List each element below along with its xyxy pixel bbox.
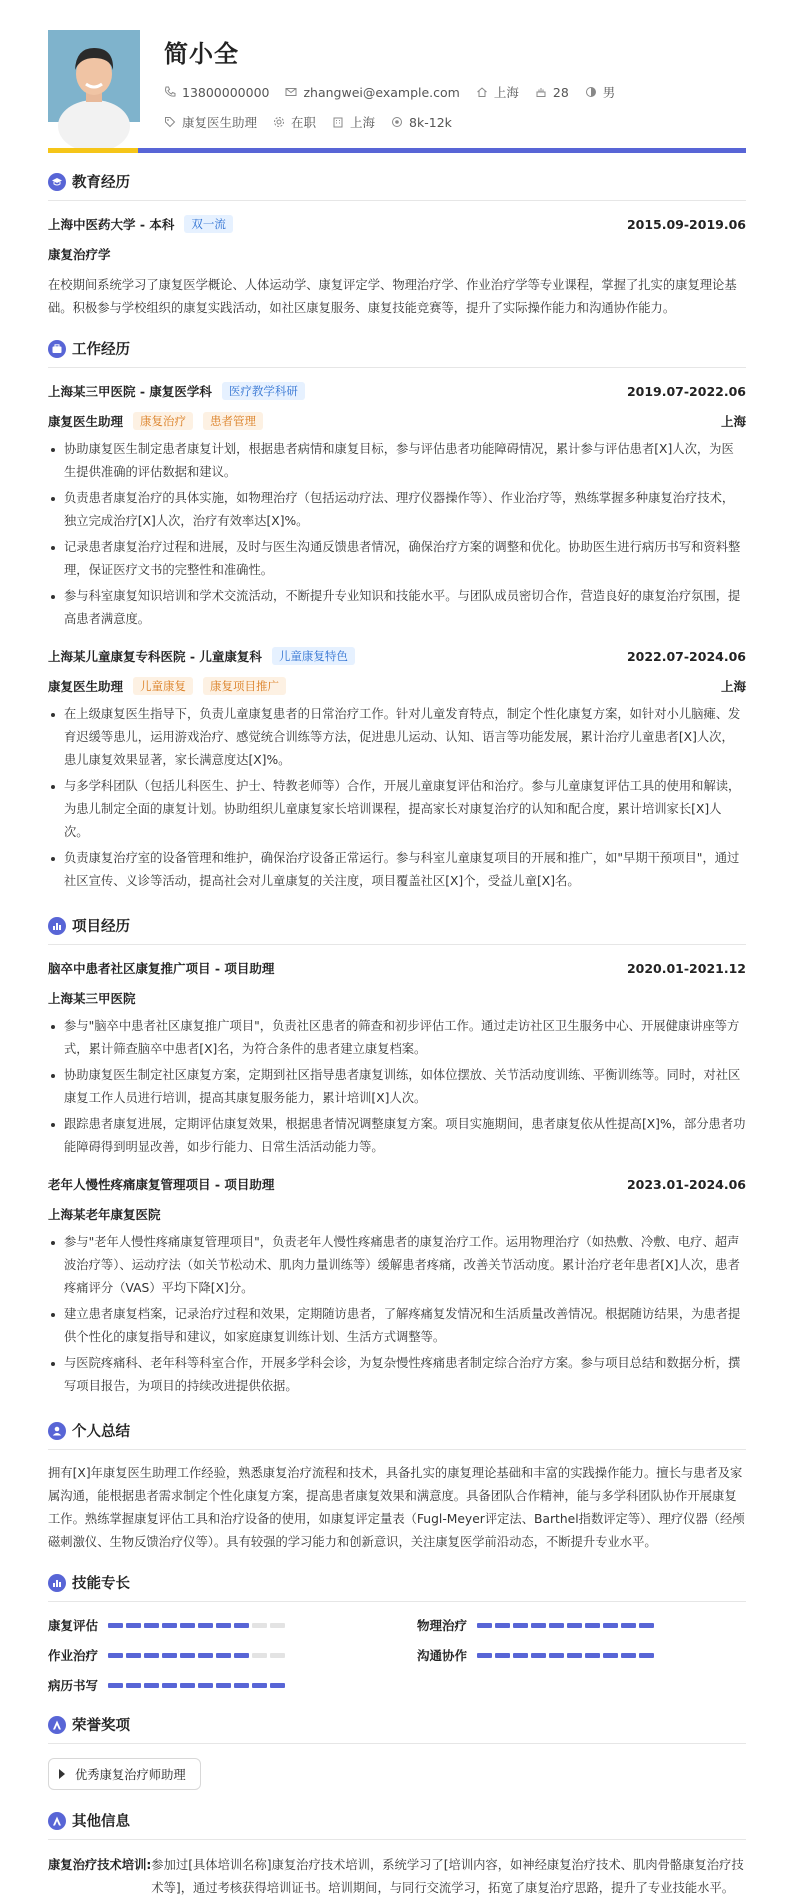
gender-text: 男: [602, 85, 616, 100]
skill-level-bar: [108, 1623, 288, 1628]
project-bullet: 跟踪患者康复进展，定期评估康复效果，根据患者情况调整康复方案。项目实施期间，患者康复依从性提高[X]%，部分患者功能障碍得到明显改善，如步行能力、日常生活活动能力等。: [48, 1113, 746, 1159]
age-item: [535, 85, 569, 100]
education-heading: 教育经历: [72, 175, 130, 191]
skill-level-segment-filled: [198, 1623, 213, 1628]
skill-level-segment-filled: [180, 1683, 195, 1688]
skill-level-segment-filled: [180, 1653, 195, 1658]
skill-level-segment-filled: [477, 1653, 492, 1658]
work-skill-tag: 康复治疗: [133, 412, 193, 430]
age-text: 28: [552, 84, 569, 100]
resume-header: [48, 30, 746, 148]
info-icon: [48, 1812, 66, 1830]
work-bullet: 负责康复治疗室的设备管理和维护，确保治疗设备正常运行。参与科室儿童康复项目的开展和推广，如"早期干预项目"，通过社区宣传、义诊等活动，提高社会对儿童康复的关注度，项目覆盖社区[X]个，受益儿童[X]名。: [48, 847, 746, 893]
work-bullet: 协助康复医生制定患者康复计划，根据患者病情和康复目标，参与评估患者功能障碍情况，累计参与评估患者[X]人次，为医生提供准确的评估数据和建议。: [48, 438, 746, 484]
status-item: [273, 113, 316, 131]
awards-section-title: [48, 1714, 746, 1744]
skill-level-segment-filled: [126, 1623, 141, 1628]
user-icon: [48, 1422, 66, 1440]
summary-section-title: [48, 1420, 746, 1450]
city-item: [476, 83, 519, 101]
award-icon: [48, 1716, 66, 1734]
skill-level-segment-filled: [198, 1653, 213, 1658]
skill-level-segment-filled: [495, 1653, 510, 1658]
bar-chart-icon: [48, 1574, 66, 1592]
skill-level-segment-filled: [567, 1653, 582, 1658]
work-role: 康复医生助理: [48, 414, 124, 429]
skill-level-segment-filled: [126, 1653, 141, 1658]
skill-level-segment-filled: [477, 1623, 492, 1628]
skill-name: 病历书写: [48, 1678, 99, 1693]
skill-level-segment-filled: [603, 1653, 618, 1658]
cake-icon: [535, 86, 547, 98]
skill-level-segment-filled: [639, 1653, 654, 1658]
skills-heading: 技能专长: [72, 1576, 130, 1592]
project-org: 上海某老年康复医院: [48, 1207, 161, 1222]
skill-level-segment-filled: [162, 1683, 177, 1688]
skill-name: 沟通协作: [417, 1648, 468, 1663]
tag-icon: [164, 116, 176, 128]
work-org: 上海某儿童康复专科医院 - 儿童康复科: [48, 649, 262, 664]
skill-level-segment-filled: [108, 1683, 123, 1688]
skill-level-bar: [108, 1653, 288, 1658]
other-item: [48, 1854, 746, 1900]
work-role: 康复医生助理: [48, 679, 124, 694]
skill-name: 康复评估: [48, 1618, 99, 1633]
skill-level-bar: [108, 1683, 288, 1688]
skill-level-segment-empty: [252, 1653, 267, 1658]
skill-level-segment-filled: [234, 1623, 249, 1628]
bar-chart-icon: [48, 917, 66, 935]
position-text: 康复医生助理: [182, 115, 258, 130]
project-bullets: [48, 1231, 746, 1398]
education-section-title: [48, 171, 746, 201]
phone-icon: [164, 86, 176, 98]
work-date: 2022.07-2024.06: [626, 648, 746, 664]
skill-level-segment-filled: [216, 1653, 231, 1658]
skill-name: 物理治疗: [417, 1618, 468, 1633]
skill-level-segment-filled: [639, 1623, 654, 1628]
awards-heading: 荣誉奖项: [72, 1718, 130, 1734]
work-heading: 工作经历: [72, 342, 130, 358]
skill-item: [48, 1616, 377, 1634]
skill-level-segment-filled: [180, 1623, 195, 1628]
skill-level-segment-empty: [270, 1653, 285, 1658]
salary-item: [391, 115, 452, 130]
skill-level-segment-filled: [567, 1623, 582, 1628]
work-skill-tag: 儿童康复: [133, 677, 193, 695]
award-name: 优秀康复治疗师助理: [75, 1768, 186, 1782]
skill-level-segment-filled: [603, 1623, 618, 1628]
work-bullet: 与多学科团队（包括儿科医生、护士、特教老师等）合作，开展儿童康复评估和治疗。参与儿童康复评估工具的使用和解读，为患儿制定全面的康复计划。协助组织儿童康复家长培训课程，提高家长对康复治疗的认知和配合度，累计培训家长[X]人次。: [48, 775, 746, 844]
phone-item: [164, 85, 269, 100]
skill-level-segment-filled: [252, 1683, 267, 1688]
skill-level-segment-filled: [144, 1653, 159, 1658]
summary-heading: 个人总结: [72, 1424, 130, 1440]
divider-accent-blue: [138, 148, 746, 153]
work-skill-tag: 康复项目推广: [203, 677, 286, 695]
skill-level-segment-filled: [531, 1623, 546, 1628]
project-name: 脑卒中患者社区康复推广项目 - 项目助理: [48, 961, 275, 976]
project-bullet: 协助康复医生制定社区康复方案，定期到社区指导患者康复训练，如体位摆放、关节活动度训练、平衡训练等。同时，对社区康复工作人员进行培训，提高其康复服务能力，累计培训[X]人次。: [48, 1064, 746, 1110]
education-entry: [48, 215, 746, 320]
work-bullets: [48, 703, 746, 893]
work-date: 2019.07-2022.06: [626, 383, 746, 399]
project-bullets: [48, 1015, 746, 1159]
skill-item: [417, 1616, 746, 1634]
work-section-title: [48, 338, 746, 368]
skill-item: [48, 1676, 377, 1694]
skill-level-segment-filled: [216, 1623, 231, 1628]
graduation-cap-icon: [48, 173, 66, 191]
gender-icon: [585, 86, 597, 98]
gear-icon: [273, 116, 285, 128]
project-entry: [48, 1175, 746, 1398]
project-org: 上海某三甲医院: [48, 991, 136, 1006]
project-section-title: [48, 915, 746, 945]
skill-level-segment-filled: [531, 1653, 546, 1658]
project-entry: [48, 959, 746, 1159]
phone-text: 13800000000: [182, 84, 270, 100]
work-bullets: [48, 438, 746, 631]
skill-name: 作业治疗: [48, 1648, 99, 1663]
work-bullet: 参与科室康复知识培训和学术交流活动，不断提升专业知识和技能水平。与团队成员密切合作，营造良好的康复治疗氛围，提高患者满意度。: [48, 585, 746, 631]
work-skill-tag: 患者管理: [203, 412, 263, 430]
position-item: [164, 113, 257, 131]
divider-accent-yellow: [48, 148, 138, 153]
skill-level-segment-filled: [108, 1623, 123, 1628]
award-badge: [48, 1758, 201, 1790]
city-text: 上海: [493, 85, 519, 100]
education-description: 在校期间系统学习了康复医学概论、人体运动学、康复评定学、物理治疗学、作业治疗学等专业课程，掌握了扎实的康复理论基础。积极参与学校组织的康复实践活动，如社区康复服务、康复技能竞赛等，提升了实际操作能力和沟通协作能力。: [48, 278, 737, 315]
avatar: [48, 30, 140, 122]
skill-level-segment-filled: [513, 1653, 528, 1658]
skill-level-segment-filled: [162, 1623, 177, 1628]
skill-level-segment-filled: [585, 1653, 600, 1658]
target-city-item: [332, 113, 375, 131]
skill-level-segment-filled: [234, 1683, 249, 1688]
skill-level-segment-filled: [234, 1653, 249, 1658]
home-icon: [476, 86, 488, 98]
gender-item: [585, 83, 616, 101]
email-text: zhangwei@example.com: [303, 84, 460, 100]
project-date: 2020.01-2021.12: [626, 960, 746, 976]
work-entry: [48, 647, 746, 893]
skill-level-segment-filled: [549, 1653, 564, 1658]
candidate-name: 简小全: [164, 40, 239, 68]
status-text: 在职: [291, 115, 317, 130]
skills-grid: [48, 1616, 746, 1694]
other-item-value: 参加过[具体培训名称]康复治疗技术培训，系统学习了[培训内容，如神经康复治疗技术、肌肉骨骼康复治疗技术等]，通过考核获得培训证书。培训期间，与同行交流学习，拓宽了康复治疗思路，提升了专业技能水平。: [151, 1858, 744, 1895]
project-bullet: 建立患者康复档案，记录治疗过程和效果，定期随访患者，了解疼痛复发情况和生活质量改善情况。根据随访结果，为患者提供个性化的康复指导和建议，如家庭康复训练计划、生活方式调整等。: [48, 1303, 746, 1349]
work-org: 上海某三甲医院 - 康复医学科: [48, 384, 212, 399]
skill-level-segment-filled: [495, 1623, 510, 1628]
skill-level-segment-filled: [513, 1623, 528, 1628]
other-item-key: 康复治疗技术培训:: [48, 1858, 152, 1872]
skill-level-segment-filled: [162, 1653, 177, 1658]
skill-level-bar: [477, 1653, 657, 1658]
work-org-tag: 医疗教学科研: [222, 382, 305, 400]
skill-level-segment-empty: [252, 1623, 267, 1628]
contact-row: [164, 83, 631, 101]
briefcase-icon: [48, 340, 66, 358]
project-name: 老年人慢性疼痛康复管理项目 - 项目助理: [48, 1177, 275, 1192]
work-bullet: 记录患者康复治疗过程和进展，及时与医生沟通反馈患者情况，确保治疗方案的调整和优化。协助医生进行病历书写和资料整理，保证医疗文书的完整性和准确性。: [48, 536, 746, 582]
skill-level-segment-filled: [108, 1653, 123, 1658]
header-divider: [48, 148, 746, 153]
education-date: 2015.09-2019.06: [626, 216, 746, 232]
major-name: 康复治疗学: [48, 247, 111, 262]
skill-level-segment-filled: [216, 1683, 231, 1688]
other-heading: 其他信息: [72, 1814, 130, 1830]
coin-icon: [391, 116, 403, 128]
skill-level-segment-filled: [549, 1623, 564, 1628]
play-icon: [59, 1769, 65, 1779]
skill-level-segment-filled: [126, 1683, 141, 1688]
work-bullet: 负责患者康复治疗的具体实施，如物理治疗（包括运动疗法、理疗仪器操作等）、作业治疗等，熟练掌握多种康复治疗技术，独立完成治疗[X]人次，治疗有效率达[X]%。: [48, 487, 746, 533]
mail-icon: [285, 86, 297, 98]
email-item: [285, 85, 459, 100]
skill-level-segment-filled: [270, 1683, 285, 1688]
project-bullet: 参与"脑卒中患者社区康复推广项目"，负责社区患者的筛查和初步评估工作。通过走访社区卫生服务中心、开展健康讲座等方式，累计筛查脑卒中患者[X]名，为符合条件的患者建立康复档案。: [48, 1015, 746, 1061]
building-icon: [332, 116, 344, 128]
project-date: 2023.01-2024.06: [626, 1176, 746, 1192]
project-heading: 项目经历: [72, 919, 130, 935]
skill-item: [417, 1646, 746, 1664]
target-city-text: 上海: [350, 115, 376, 130]
skill-level-segment-filled: [621, 1623, 636, 1628]
skill-level-segment-empty: [270, 1623, 285, 1628]
skill-level-segment-filled: [144, 1683, 159, 1688]
skill-level-segment-filled: [621, 1653, 636, 1658]
skill-level-segment-filled: [585, 1623, 600, 1628]
skill-item: [48, 1646, 377, 1664]
school-tag: 双一流: [184, 215, 233, 233]
work-location: 上海: [720, 414, 746, 429]
job-intent-row: [164, 113, 631, 131]
project-bullet: 参与"老年人慢性疼痛康复管理项目"，负责老年人慢性疼痛患者的康复治疗工作。运用物理治疗（如热敷、冷敷、电疗、超声波治疗等）、运动疗法（如关节松动术、肌肉力量训练等）缓解患者疼痛，改善关节活动度。累计治疗老年患者[X]人次，患者疼痛评分（VAS）平均下降[X]分。: [48, 1231, 746, 1300]
other-section-title: [48, 1810, 746, 1840]
skill-level-segment-filled: [144, 1623, 159, 1628]
skill-level-bar: [477, 1623, 657, 1628]
work-location: 上海: [720, 679, 746, 694]
work-bullet: 在上级康复医生指导下，负责儿童康复患者的日常治疗工作。针对儿童发育特点，制定个性化康复方案，如针对小儿脑瘫、发育迟缓等患儿，运用游戏治疗、感觉统合训练等方法，促进患儿运动、认知、语言等功能发展，累计治疗儿童患者[X]人次，患儿康复效果显著，家长满意度达[X]%。: [48, 703, 746, 772]
skill-level-segment-filled: [198, 1683, 213, 1688]
work-org-tag: 儿童康复特色: [272, 647, 355, 665]
work-entry: [48, 382, 746, 631]
school-name: 上海中医药大学 - 本科: [48, 217, 175, 232]
summary-text: 拥有[X]年康复医生助理工作经验，熟悉康复治疗流程和技术，具备扎实的康复理论基础和丰富的实践操作能力。擅长与患者及家属沟通，能根据患者需求制定个性化康复方案，提高患者康复效果和满意度。具备团队合作精神，能与多学科团队协作开展康复工作。熟练掌握康复评估工具和治疗设备的使用，如康复评定量表（Fugl-Meyer评定法、Barthel指数评定等）、理疗仪器（经颅磁刺激仪、生物反馈治疗仪等）。具有较强的学习能力和创新意识，关注康复医学前沿动态，不断提升专业水平。: [48, 1466, 745, 1549]
salary-text: 8k-12k: [409, 114, 452, 130]
skills-section-title: [48, 1572, 746, 1602]
project-bullet: 与医院疼痛科、老年科等科室合作，开展多学科会诊，为复杂慢性疼痛患者制定综合治疗方案。参与项目总结和数据分析，撰写项目报告，为项目的持续改进提供依据。: [48, 1352, 746, 1398]
